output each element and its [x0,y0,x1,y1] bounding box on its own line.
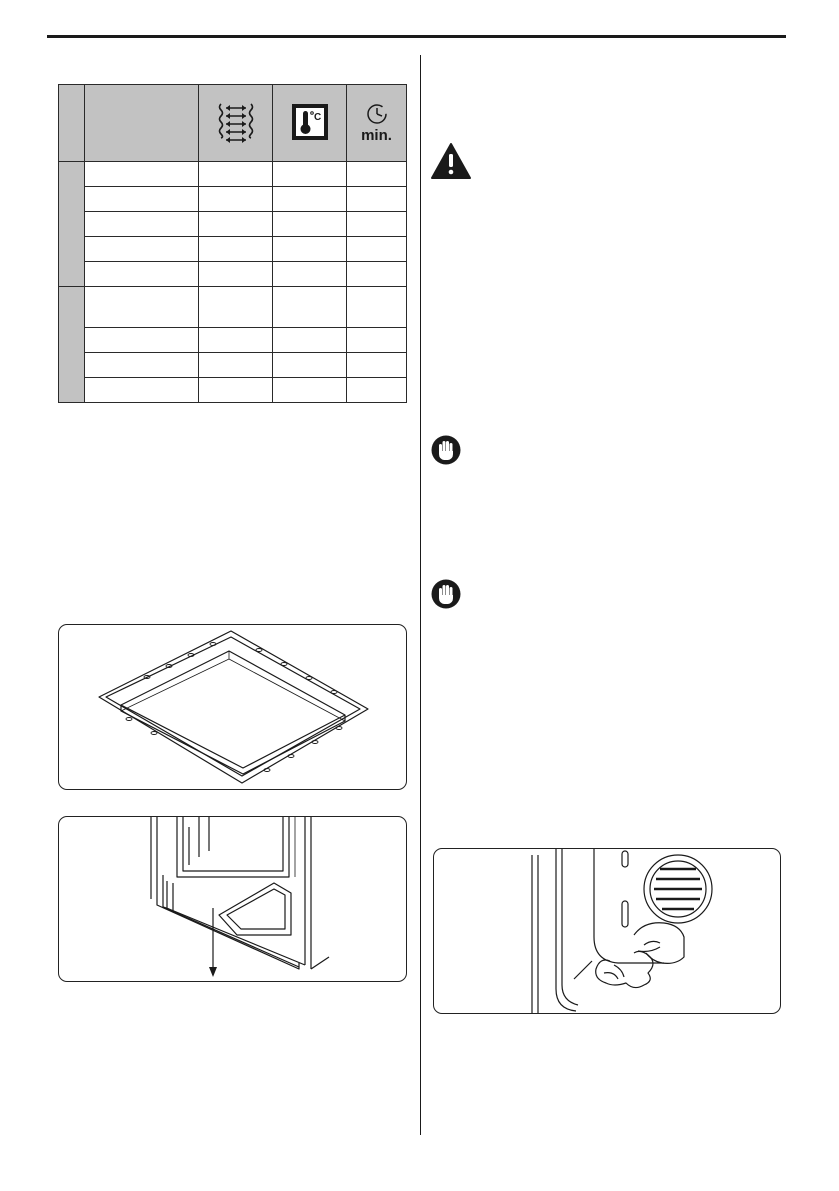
table-row [59,237,407,262]
timer-unit-label: min. [361,126,392,144]
table-header-row [59,85,407,162]
table-row [59,212,407,237]
table-row [59,162,407,187]
table-row [59,378,407,403]
oven-interior-cleaning-illustration [433,848,781,1014]
page-top-rule [47,35,786,38]
warning-triangle-icon [430,142,472,180]
thermometer-celsius-icon [291,103,329,141]
stop-hand-icon [431,579,461,609]
table-header-shelf [199,85,273,162]
cooking-table [58,84,407,403]
table-row [59,262,407,287]
stop-hand-icon [431,435,461,465]
group-2-side-cell [59,287,85,403]
table-row [59,287,407,328]
table-row [59,328,407,353]
table-header-dish [85,85,199,162]
table-row [59,187,407,212]
temperature-unit-mark: C [313,111,321,123]
table-header-temperature [273,85,347,162]
column-divider [420,55,421,1135]
table-row [59,353,407,378]
table-header-blank [59,85,85,162]
baking-tray-illustration [58,624,407,790]
group-1-side-cell [59,162,85,287]
timer-icon [357,103,397,125]
oven-door-removal-illustration [58,816,407,982]
fan-shelves-icon [216,100,256,144]
table-header-time [347,85,407,162]
